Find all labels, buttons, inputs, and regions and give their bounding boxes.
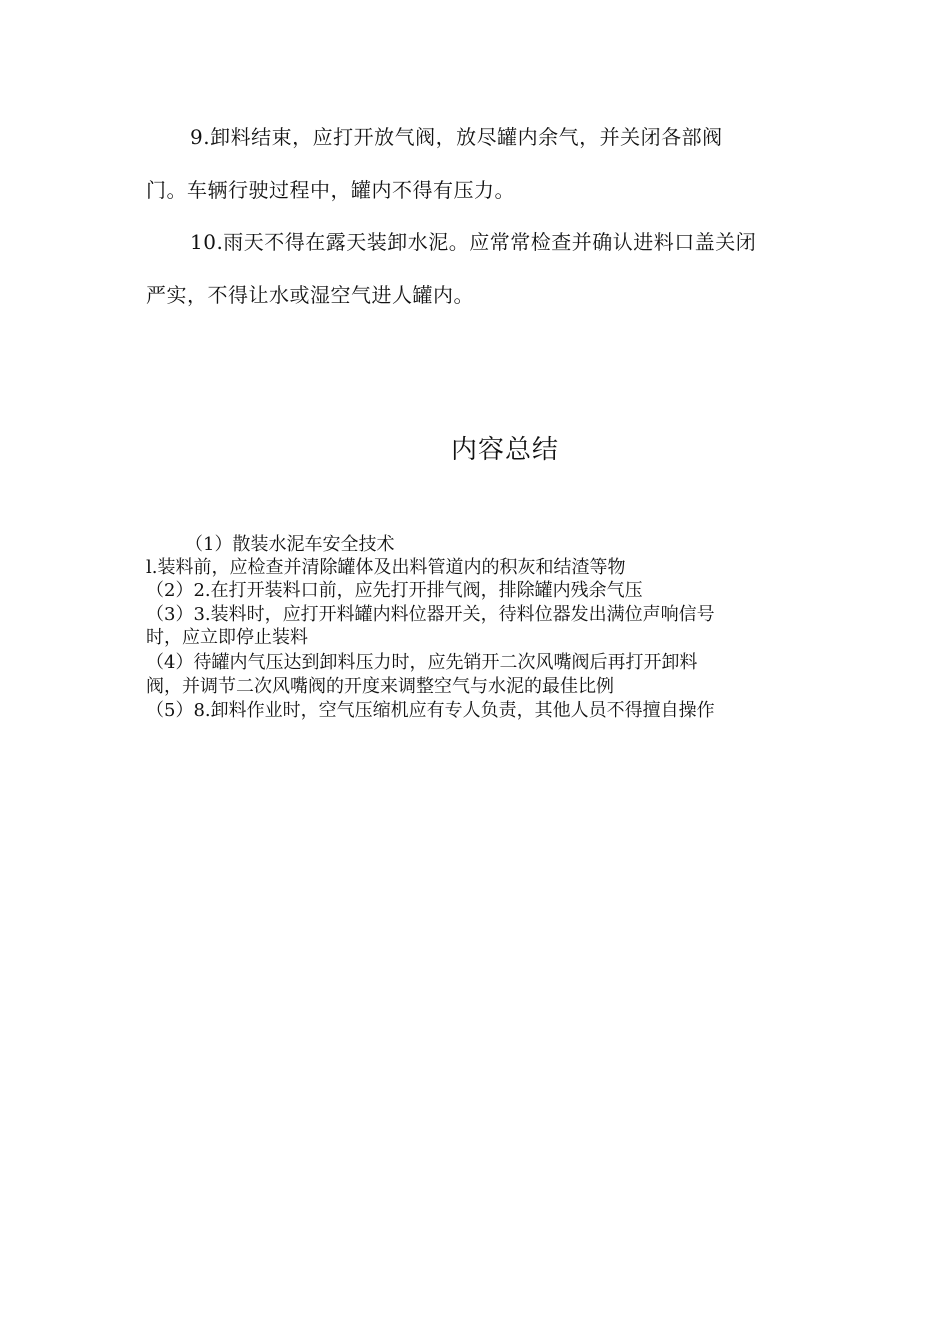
summary-line: （4）待罐内气压达到卸料压力时，应先销开二次风嘴阀后再打开卸料 bbox=[146, 652, 698, 673]
paragraph-10-line-1: 10.雨天不得在露天装卸水泥。应常常检查并确认进料口盖关闭 bbox=[190, 230, 757, 254]
summary-line: （1）散装水泥车安全技术 bbox=[185, 534, 395, 555]
summary-title: 内容总结 bbox=[450, 435, 559, 465]
summary-line: 时，应立即停止装料 bbox=[146, 627, 308, 648]
summary-line: 阀，并调节二次风嘴阀的开度来调整空气与水泥的最佳比例 bbox=[146, 676, 614, 697]
summary-line: （3）3.装料时，应打开料罐内料位器开关，待料位器发出满位声响信号 bbox=[146, 604, 715, 625]
summary-line: （2）2.在打开装料口前，应先打开排气阀，排除罐内残余气压 bbox=[146, 580, 643, 601]
summary-line: l.装料前，应检查并清除罐体及出料管道内的积灰和结渣等物 bbox=[146, 557, 626, 578]
summary-line: （5）8.卸料作业时，空气压缩机应有专人负责，其他人员不得擅自操作 bbox=[146, 700, 715, 721]
paragraph-9-line-2: 门。车辆行驶过程中，罐内不得有压力。 bbox=[146, 178, 515, 202]
paragraph-10-line-2: 严实，不得让水或湿空气进人罐内。 bbox=[146, 283, 474, 307]
paragraph-9-line-1: 9.卸料结束，应打开放气阀，放尽罐内余气，并关闭各部阀 bbox=[190, 125, 723, 149]
